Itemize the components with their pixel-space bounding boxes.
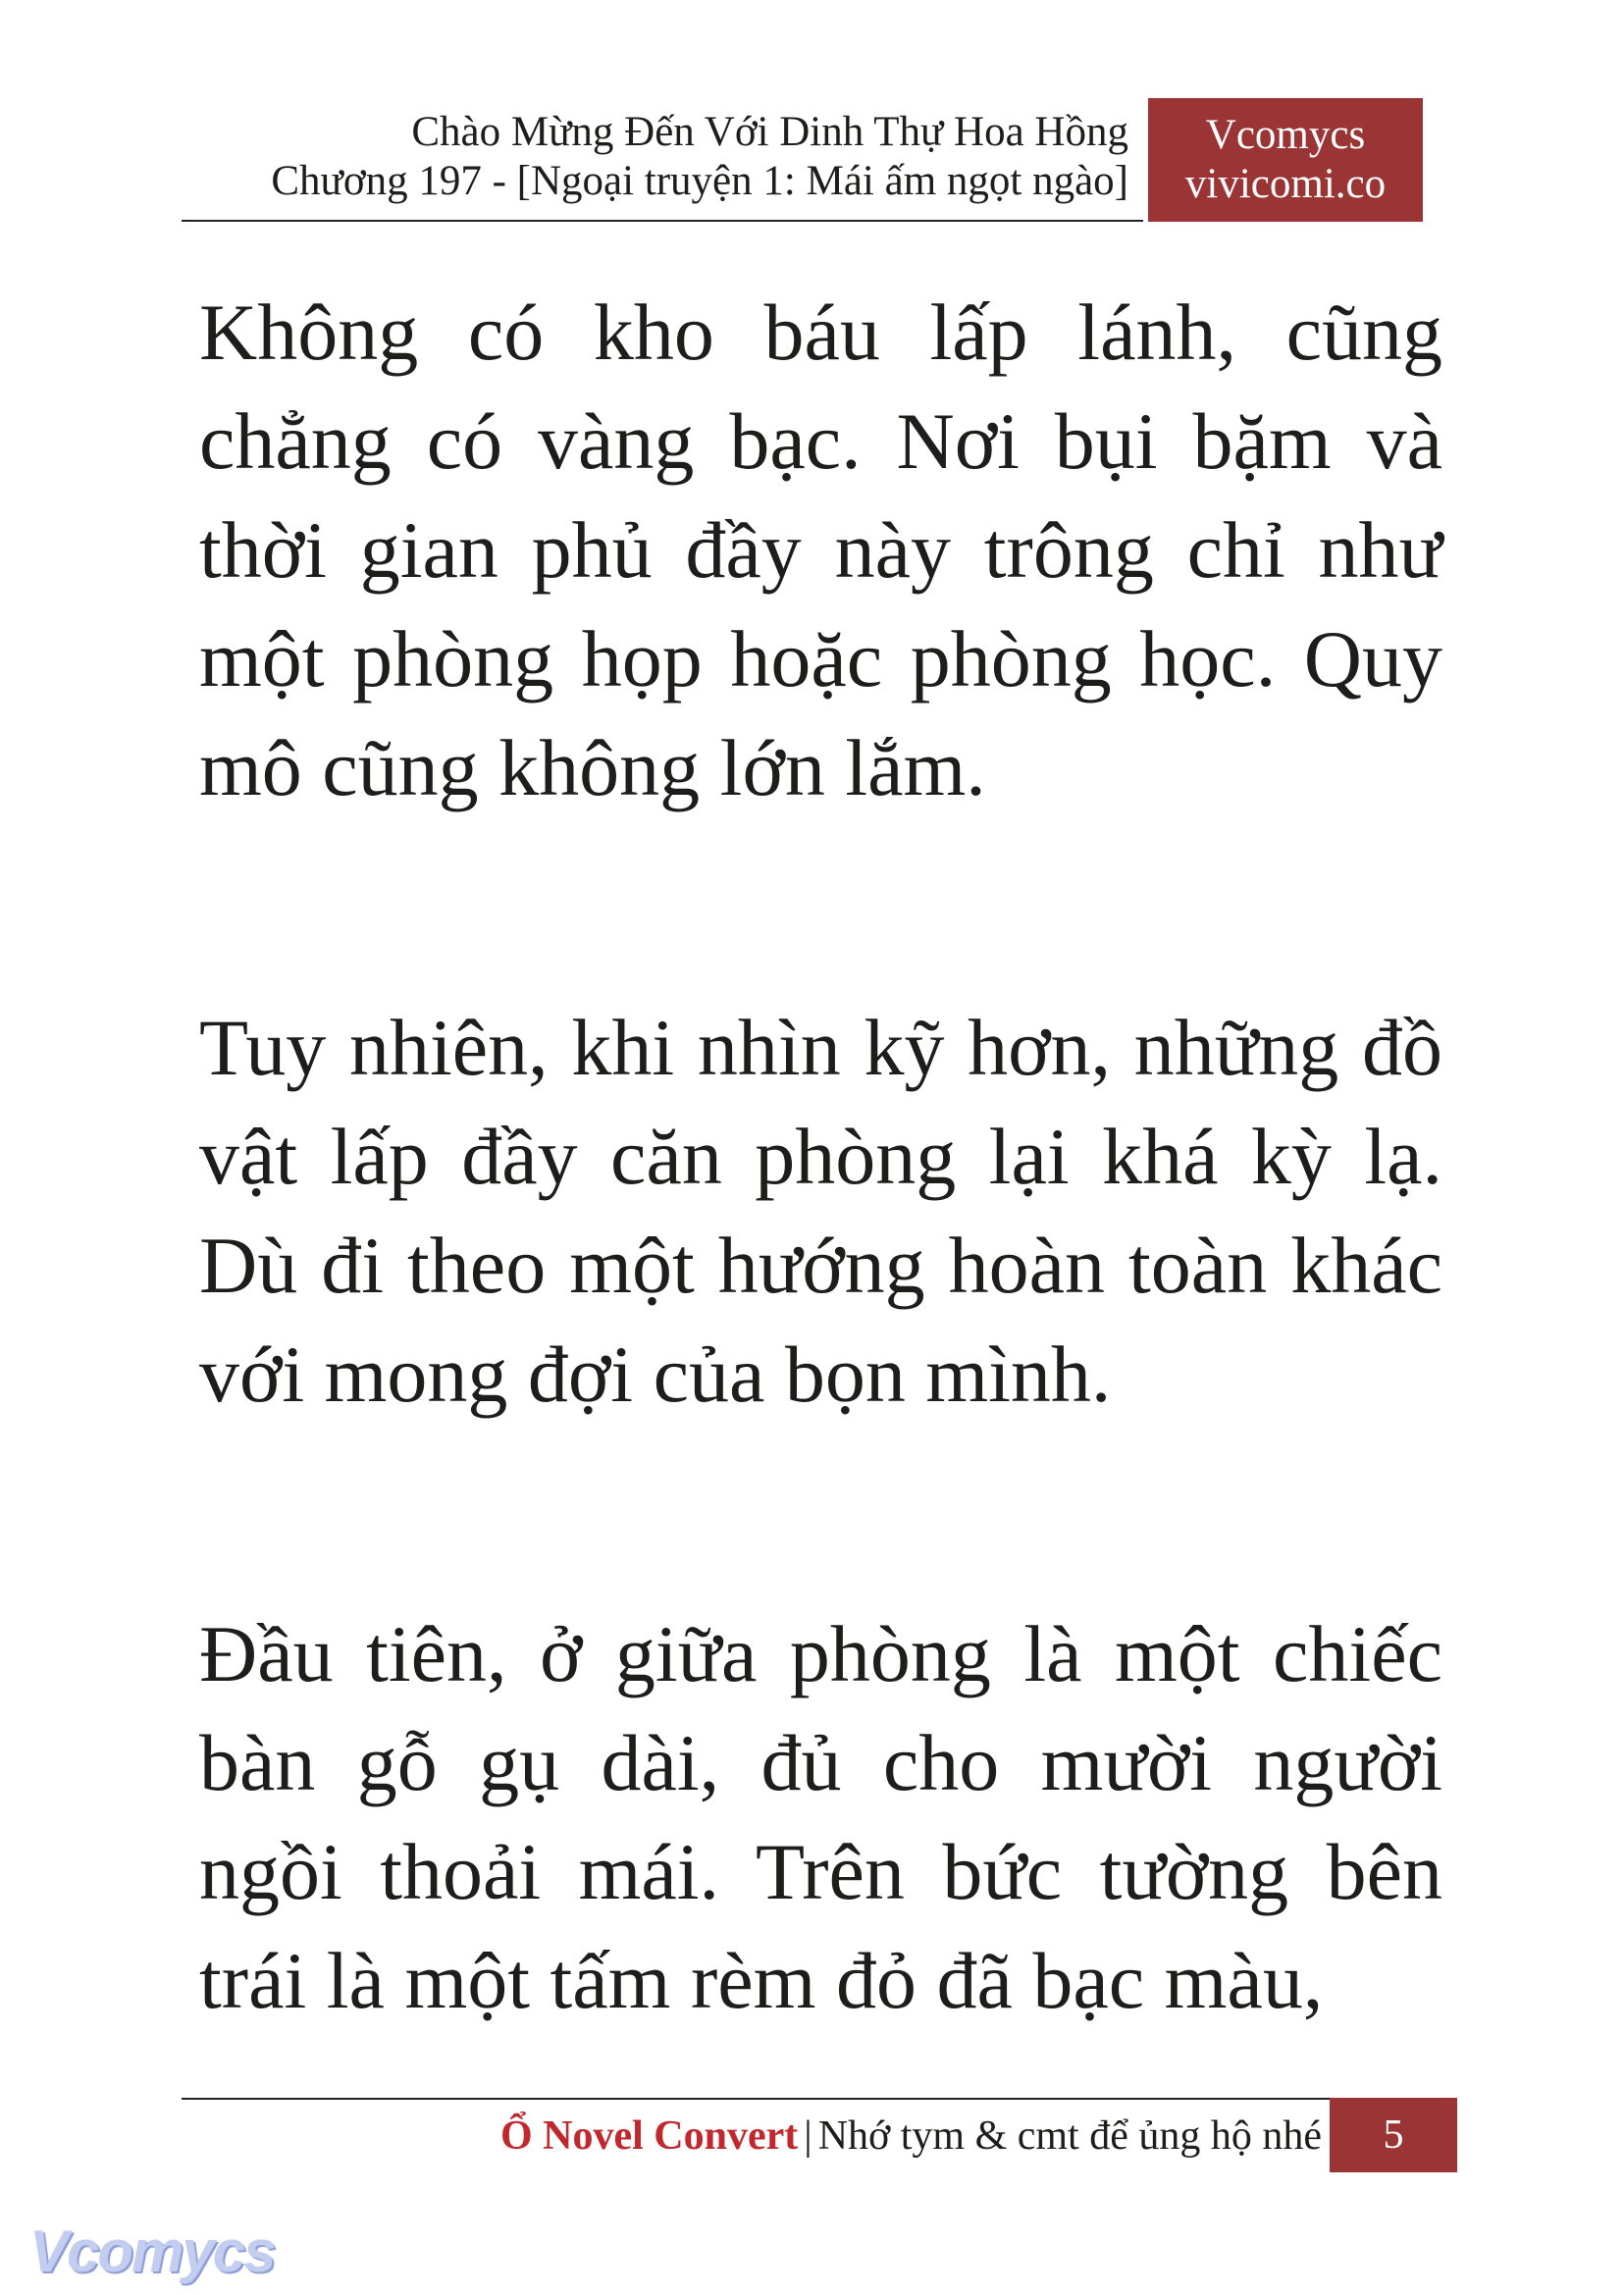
page-header	[182, 98, 1423, 222]
brand-name: Vcomycs	[1205, 112, 1366, 158]
paragraph-3: Đầu tiên, ở giữa phòng là một chiếc bàn gỗ gụ dài, đủ cho mười người ngồi thoải mái. Trên bức tường bên trái là một tấm rèm đỏ đã bạc màu,	[199, 1609, 1442, 2025]
watermark-logo: Vcomycs	[29, 2218, 275, 2284]
paragraph-1: Không có kho báu lấp lánh, cũng chẳng có vàng bạc. Nơi bụi bặm và thời gian phủ đầy này trông chỉ như một phòng họp hoặc phòng học. Quy mô cũng không lớn lắm.	[199, 287, 1442, 812]
page-footer	[182, 2098, 1457, 2172]
footer-message: Nhớ tym & cmt để ủng hộ nhé	[817, 2113, 1322, 2159]
page-content	[199, 278, 1442, 2035]
header-text	[271, 108, 1128, 206]
novel-title: Chào Mừng Đến Với Dinh Thự Hoa Hồng	[411, 109, 1128, 155]
footer-brand: Ổ Novel Convert	[499, 2113, 799, 2159]
footer-text	[500, 2112, 1322, 2161]
paragraph-2: Tuy nhiên, khi nhìn kỹ hơn, những đồ vật lấp đầy căn phòng lại khá kỳ lạ. Dù đi theo một hướng hoàn toàn khác với mong đợi của bọn mình.	[199, 1003, 1442, 1419]
brand-box	[1148, 98, 1423, 222]
brand-site: vivicomi.co	[1184, 161, 1387, 207]
footer-separator: |	[804, 2113, 812, 2159]
footer-divider	[182, 2098, 1330, 2100]
header-divider	[182, 220, 1143, 222]
chapter-title: Chương 197 - [Ngoại truyện 1: Mái ấm ngọt ngào]	[271, 158, 1128, 204]
page-number: 5	[1330, 2098, 1457, 2172]
